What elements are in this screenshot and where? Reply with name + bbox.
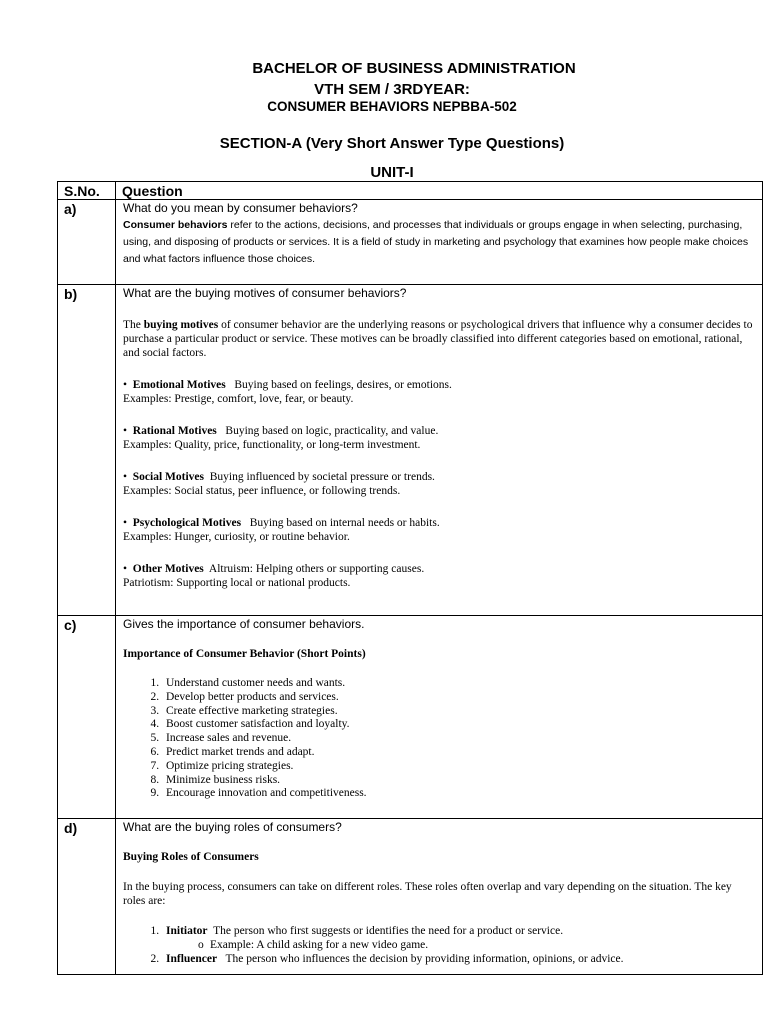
table-row xyxy=(58,616,763,819)
motive-desc: Buying influenced by societal pressure or trends. xyxy=(204,471,435,483)
questions-table xyxy=(57,181,763,975)
section-title: SECTION-A (Very Short Answer Type Questions) xyxy=(219,135,565,152)
role-desc: The person who first suggests or identifies the need for a product or service. xyxy=(207,925,564,937)
motive-desc: Altruism: Helping others or supporting causes. xyxy=(203,563,425,575)
list-item: 8. Minimize business risks. xyxy=(162,774,762,788)
sno-header: S.No. xyxy=(58,182,116,200)
role-desc: The person who influences the decision by providing information, opinions, or advice. xyxy=(217,953,624,965)
sno-cell: b) xyxy=(58,285,116,616)
motive-examples: Patriotism: Supporting local or national products. xyxy=(123,577,351,589)
list-item: 2. Develop better products and services. xyxy=(162,691,762,705)
role-name: Initiator xyxy=(166,925,208,937)
unit-title: UNIT-I xyxy=(370,164,414,181)
table-row xyxy=(58,285,763,616)
motive-desc: Buying based on internal needs or habits. xyxy=(241,517,440,529)
motive-desc: Buying based on feelings, desires, or emotions. xyxy=(225,379,452,391)
question-cell xyxy=(116,819,763,975)
motive-name: Emotional Motives xyxy=(132,379,226,391)
list-item: 9. Encourage innovation and competitiveness. xyxy=(162,787,762,801)
question-text: Gives the importance of consumer behaviors. xyxy=(123,617,365,631)
role-example: o Example: A child asking for a new video game. xyxy=(198,938,762,952)
list-item: 7. Optimize pricing strategies. xyxy=(162,760,762,774)
motive-line xyxy=(123,378,756,392)
list-item: 5. Increase sales and revenue. xyxy=(162,732,762,746)
table-row xyxy=(58,200,763,285)
role-example-list xyxy=(166,938,762,952)
bullet-icon: • xyxy=(123,471,128,483)
table-header-row xyxy=(58,182,763,200)
motive-examples: Examples: Social status, peer influence, or following trends. xyxy=(123,485,401,497)
intro-post: of consumer behavior are the underlying reasons or psychological drivers that influence why a consumer decides to purchase a particular product or service. These motives can be broadly classified into different categories based on emotional, rational, and social factors. xyxy=(123,319,753,359)
course-title: CONSUMER BEHAVIORS NEPBBA-502 xyxy=(267,99,517,114)
question-text: What do you mean by consumer behaviors? xyxy=(123,201,358,215)
intro-pre: The xyxy=(123,319,144,331)
motive-examples: Examples: Prestige, comfort, love, fear, or beauty. xyxy=(123,393,354,405)
answer-text xyxy=(123,217,756,268)
question-cell xyxy=(116,285,763,616)
motive-name: Psychological Motives xyxy=(132,517,242,529)
bullet-icon: • xyxy=(123,425,128,437)
sno-cell: d) xyxy=(58,819,116,975)
question-text: What are the buying roles of consumers? xyxy=(123,820,342,834)
motive-name: Social Motives xyxy=(132,471,205,483)
list-item: 3. Create effective marketing strategies. xyxy=(162,705,762,719)
intro-term: buying motives xyxy=(143,319,219,331)
roles-intro: In the buying process, consumers can take on different roles. These roles often overlap and vary depending on the situation. The key roles are: xyxy=(123,881,732,907)
role-name: Influencer xyxy=(166,953,218,965)
bullet-icon: • xyxy=(123,517,128,529)
list-item xyxy=(162,952,762,966)
answer-body: refer to the actions, decisions, and processes that individuals or groups engage in when selecting, purchasing, using, and disposing of products or services. It is a field of study in marketing and psychology that examines how people make choices and what factors influence those choices. xyxy=(123,219,749,265)
roles-heading: Buying Roles of Consumers xyxy=(123,851,259,863)
answer-intro xyxy=(123,318,756,360)
list-item xyxy=(162,924,762,952)
question-text: What are the buying motives of consumer behaviors? xyxy=(123,286,407,300)
list-item: 1. Understand customer needs and wants. xyxy=(162,677,762,691)
motive-line xyxy=(123,470,756,484)
question-header: Question xyxy=(116,182,763,200)
list-item: 6. Predict market trends and adapt. xyxy=(162,746,762,760)
program-title: BACHELOR OF BUSINESS ADMINISTRATION xyxy=(252,60,576,77)
motive-examples: Examples: Quality, price, functionality, or long-term investment. xyxy=(123,439,421,451)
sno-cell: c) xyxy=(58,616,116,819)
question-cell xyxy=(116,616,763,819)
motive-desc: Buying based on logic, practicality, and value. xyxy=(216,425,439,437)
motive-name: Rational Motives xyxy=(132,425,217,437)
question-cell xyxy=(116,200,763,285)
motive-name: Other Motives xyxy=(132,563,204,575)
importance-heading: Importance of Consumer Behavior (Short Points) xyxy=(123,648,366,660)
bullet-icon: • xyxy=(123,563,128,575)
motive-line xyxy=(123,516,756,530)
motive-line xyxy=(123,562,756,576)
roles-list xyxy=(116,924,762,966)
motive-line xyxy=(123,424,756,438)
bullet-icon: • xyxy=(123,379,128,391)
list-item: 4. Boost customer satisfaction and loyalty. xyxy=(162,718,762,732)
motive-examples: Examples: Hunger, curiosity, or routine behavior. xyxy=(123,531,350,543)
importance-list xyxy=(116,677,762,801)
semester-title: VTH SEM / 3RDYEAR: xyxy=(314,81,470,98)
table-row xyxy=(58,819,763,975)
sno-cell: a) xyxy=(58,200,116,285)
answer-term: Consumer behaviors xyxy=(123,219,228,231)
